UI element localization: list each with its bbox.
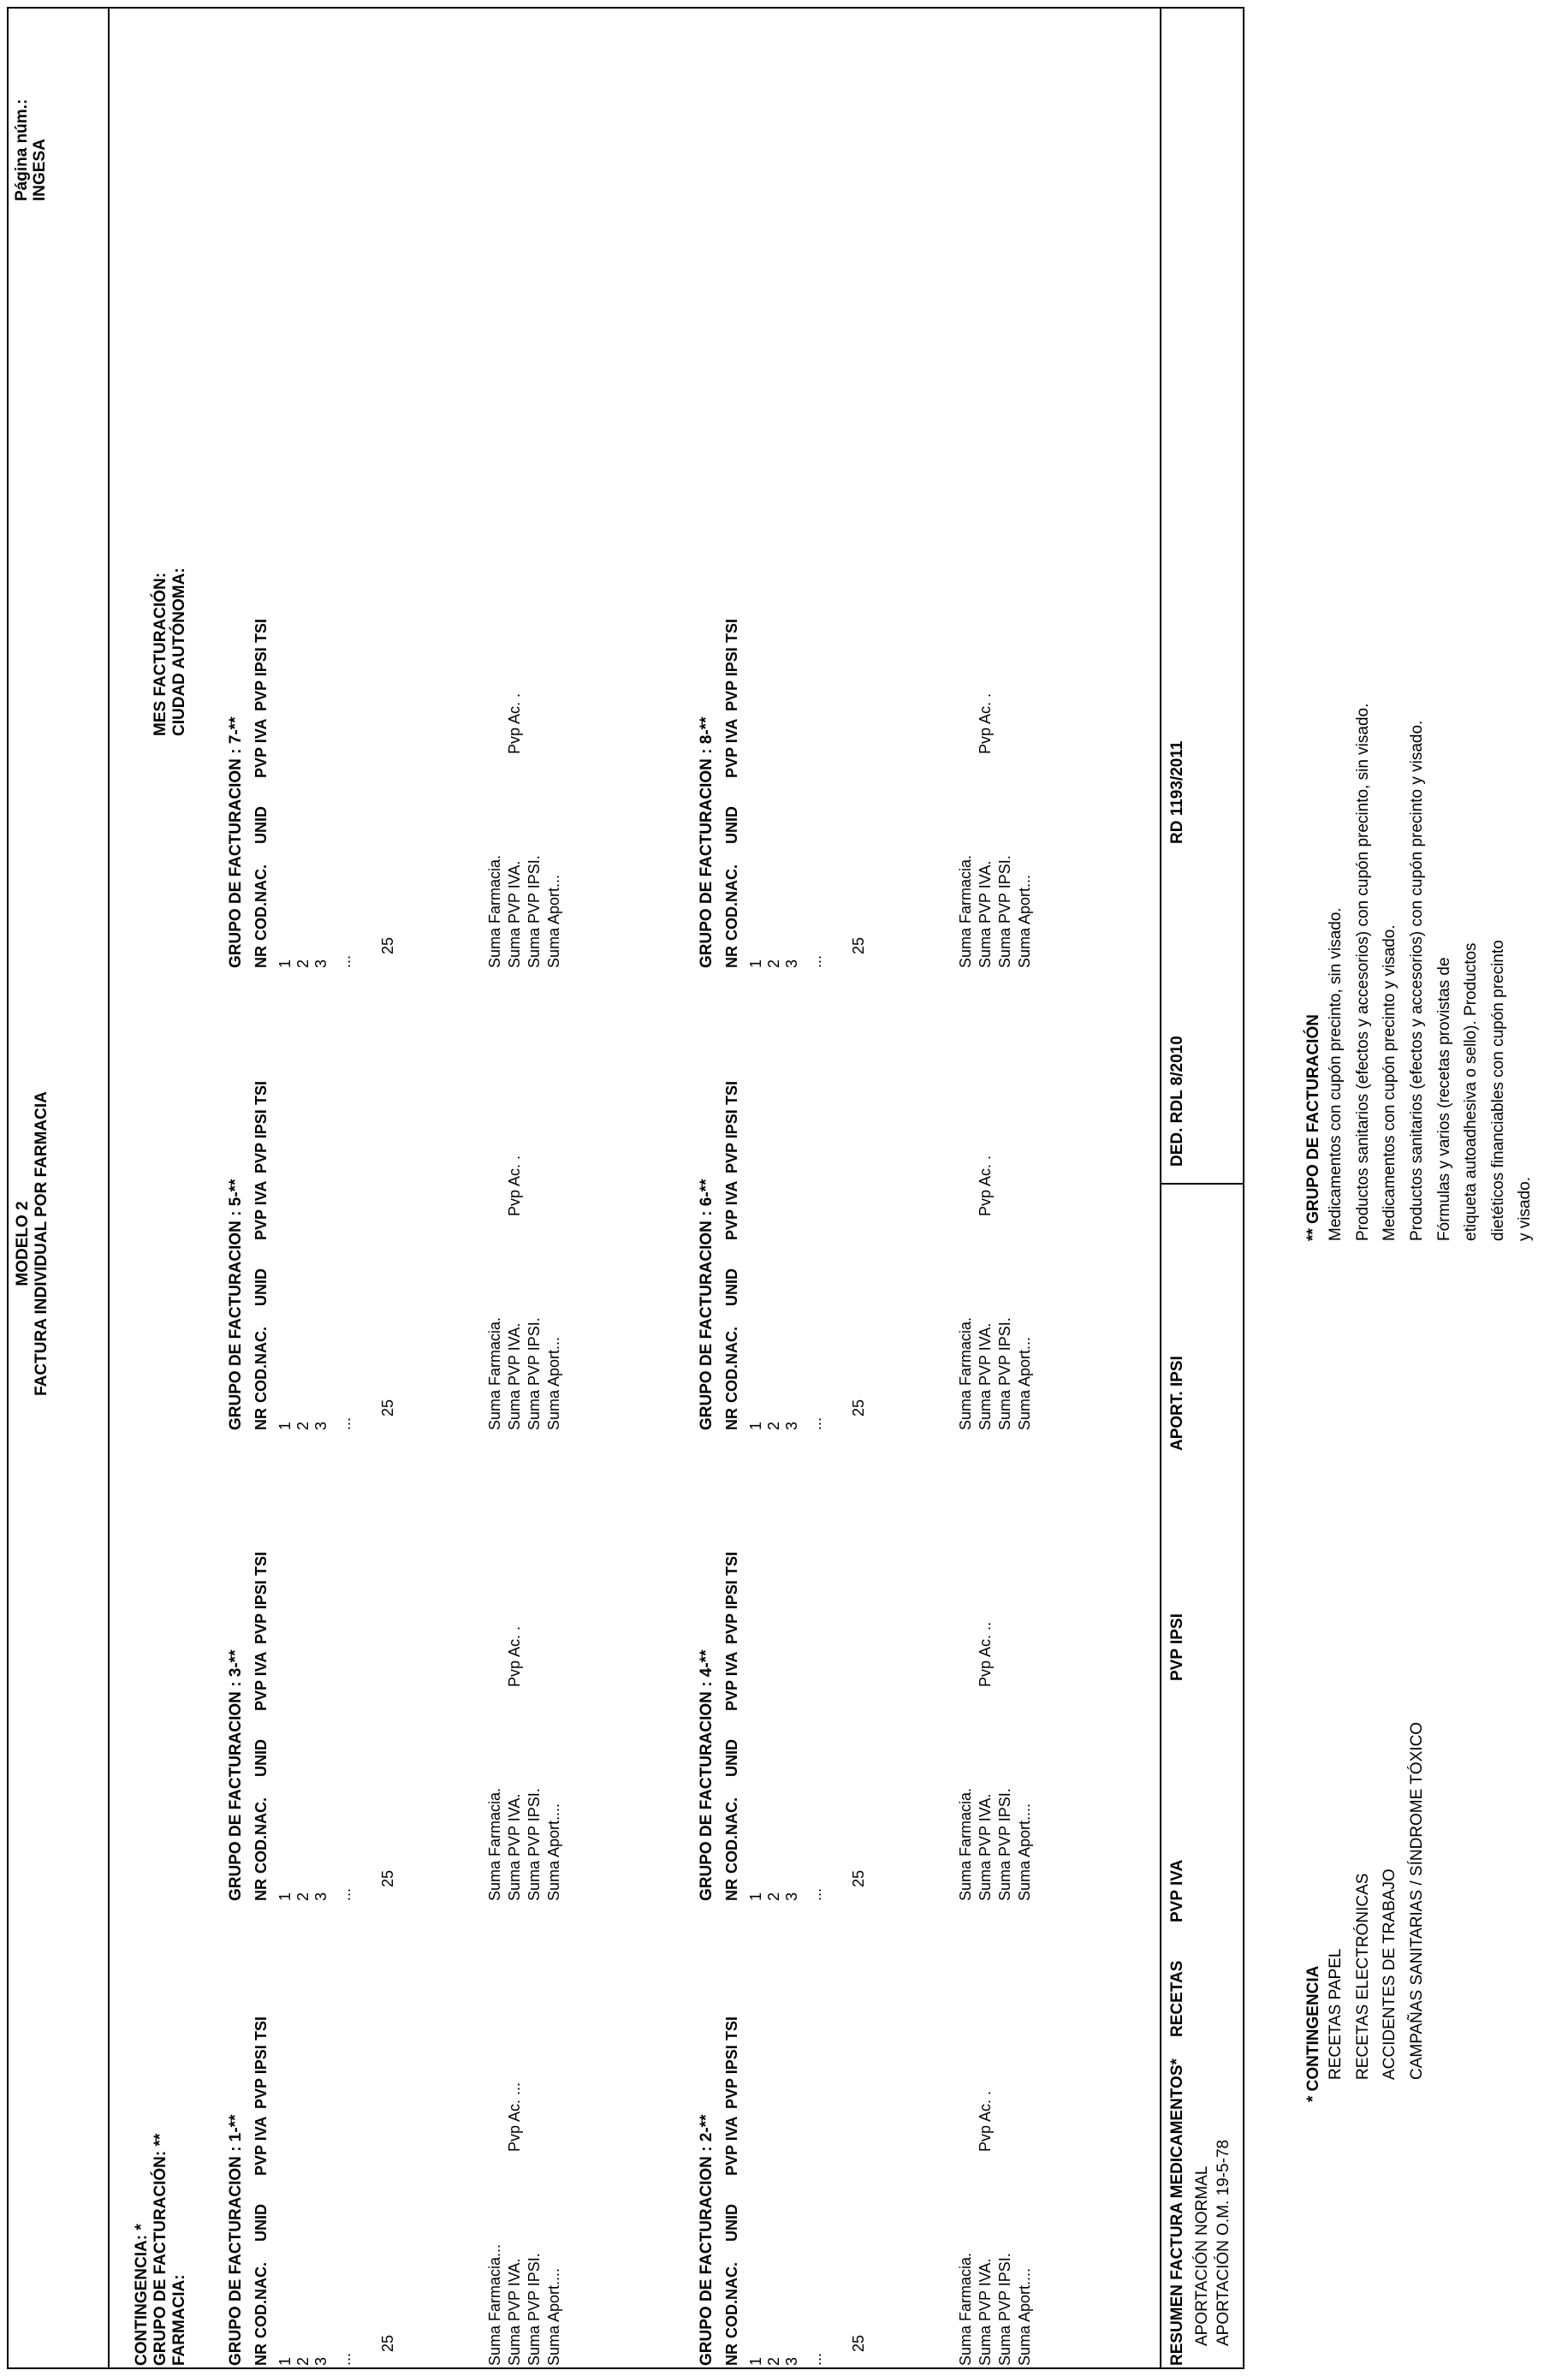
legend-contingencia-item: RECETAS ELECTRÓNICAS — [1354, 1873, 1372, 2080]
pvp-ac-label: Pvp Ac. .. — [977, 1621, 994, 1687]
resumen-col-pvp-ipsi: PVP IPSI — [1168, 1613, 1186, 1681]
column-header: NR — [723, 946, 740, 968]
row-number: ... — [336, 1417, 353, 1430]
sum-label: Suma PVP IVA. — [506, 860, 523, 968]
row-number: 3 — [312, 1892, 330, 1901]
row-number: 2 — [294, 959, 312, 968]
resumen-row-aportacion-normal: APORTACIÓN NORMAL — [1193, 2165, 1211, 2346]
sum-label: Suma Farmacia. — [957, 1787, 974, 1901]
row-number: 2 — [765, 2356, 782, 2366]
sum-label: Suma PVP IVA. — [506, 1322, 523, 1430]
column-header: PVP IPSI — [252, 647, 270, 711]
sum-label: Suma PVP IVA. — [506, 1793, 523, 1901]
column-header: COD.NAC. — [252, 2262, 270, 2338]
page-number-label: Página núm.: — [13, 98, 31, 201]
column-header: UNID — [252, 1268, 270, 1306]
row-number: 25 — [850, 1869, 867, 1887]
sum-label: Suma PVP IPSI. — [996, 1788, 1013, 1901]
row-number: ... — [807, 954, 824, 968]
legend-contingencia-item: ACCIDENTES DE TRABAJO — [1381, 1868, 1399, 2080]
pvp-ac-label: Pvp Ac. . — [506, 1155, 523, 1216]
row-number: 25 — [379, 936, 396, 954]
resumen-col-pvp-iva: PVP IVA — [1168, 1859, 1186, 1922]
sum-label: Suma PVP IVA. — [506, 2258, 523, 2366]
sum-label: Suma Farmacia. — [957, 854, 974, 968]
column-header: TSI — [723, 2016, 740, 2040]
legend-grupo-item: Productos sanitarios (efectos y accesorios) con cupón precinto, sin visado. — [1354, 703, 1372, 1241]
row-number: ... — [807, 2352, 824, 2366]
group-title: GRUPO DE FACTURACION : 8-** — [698, 716, 716, 968]
document-title: FACTURA INDIVIDUAL POR FARMACIA — [33, 1091, 50, 1396]
pvp-ac-label: Pvp Ac. ... — [506, 2082, 523, 2152]
column-header: PVP IPSI — [723, 647, 740, 711]
column-header: UNID — [723, 1739, 740, 1777]
group-title: GRUPO DE FACTURACION : 5-** — [227, 1179, 245, 1430]
column-header: UNID — [723, 1268, 740, 1306]
group-title: GRUPO DE FACTURACION : 1-** — [227, 2114, 245, 2366]
column-header: UNID — [252, 806, 270, 844]
row-number: 1 — [747, 1892, 764, 1901]
column-header: COD.NAC. — [723, 1797, 740, 1874]
pvp-ac-label: Pvp Ac. . — [977, 1155, 994, 1216]
resumen-col-aport-ipsi: APORT. IPSI — [1168, 1356, 1186, 1451]
contingencia-label: CONTINGENCIA: * — [133, 2224, 151, 2366]
sum-label: Suma Aport... — [545, 874, 562, 968]
sum-label: Suma PVP IPSI. — [526, 1317, 543, 1430]
farmacia-label: FARMACIA: — [170, 2274, 188, 2366]
column-header: UNID — [252, 2204, 270, 2242]
group-table — [698, 908, 1177, 1430]
group-title: GRUPO DE FACTURACION : 2-** — [698, 2114, 716, 2366]
column-header: PVP IVA — [723, 1651, 740, 1711]
group-title: GRUPO DE FACTURACION : 6-** — [698, 1179, 716, 1430]
pvp-ac-label: Pvp Ac. . — [506, 692, 523, 754]
column-header: PVP IPSI — [723, 2045, 740, 2109]
column-header: TSI — [723, 1551, 740, 1576]
sum-label: Suma Aport... — [1016, 874, 1033, 968]
column-header: TSI — [252, 618, 270, 643]
column-header: TSI — [723, 618, 740, 643]
row-number: 2 — [294, 2356, 312, 2366]
legend-contingencia-item: RECETAS PAPEL — [1327, 1948, 1345, 2080]
row-number: 1 — [747, 959, 764, 968]
sum-label: Suma Farmacia. — [486, 1316, 503, 1430]
column-header: UNID — [252, 1739, 270, 1777]
ciudad-autonoma-label: CIUDAD AUTÓNOMA: — [170, 567, 188, 736]
column-header: PVP IVA — [723, 1180, 740, 1240]
column-header: NR — [723, 2343, 740, 2366]
row-number: 3 — [783, 2356, 800, 2366]
column-header: TSI — [252, 1080, 270, 1105]
row-number: 3 — [312, 1421, 330, 1430]
row-number: ... — [807, 1417, 824, 1430]
column-header: NR — [252, 1879, 270, 1901]
sum-label: Suma PVP IVA. — [977, 1793, 994, 1901]
column-header: PVP IVA — [252, 718, 270, 778]
row-number: 25 — [850, 1399, 867, 1417]
row-number: 25 — [850, 2334, 867, 2352]
column-header: PVP IVA — [723, 2116, 740, 2176]
legend-grupo-item: dietéticos financiables con cupón precinto — [1489, 940, 1507, 1241]
sum-label: Suma Aport.... — [1016, 2267, 1033, 2366]
legend-contingencia-title: * CONTINGENCIA — [1304, 1965, 1322, 2102]
column-header: NR — [723, 1879, 740, 1901]
row-number: 3 — [783, 1892, 800, 1901]
column-header: PVP IVA — [252, 1180, 270, 1240]
column-header: PVP IPSI — [723, 1580, 740, 1644]
legend-grupo-title: ** GRUPO DE FACTURACIÓN — [1304, 1014, 1322, 1241]
group-table — [227, 1844, 706, 2366]
column-header: COD.NAC. — [723, 1327, 740, 1403]
sum-label: Suma PVP IPSI. — [526, 855, 543, 968]
column-header: PVP IVA — [723, 718, 740, 778]
column-header: PVP IPSI — [252, 1109, 270, 1173]
column-header: COD.NAC. — [723, 864, 740, 941]
row-number: 2 — [294, 1892, 312, 1901]
column-header: PVP IVA — [252, 2116, 270, 2176]
resumen-title: RESUMEN FACTURA MEDICAMENTOS* — [1168, 2058, 1186, 2366]
column-header: UNID — [723, 2204, 740, 2242]
row-number: 3 — [312, 2356, 330, 2366]
sum-label: Suma Aport.... — [545, 2267, 562, 2366]
group-table — [698, 1844, 1177, 2366]
column-header: NR — [252, 2343, 270, 2366]
group-table — [227, 1379, 706, 1901]
sum-label: Suma PVP IPSI. — [996, 855, 1013, 968]
resumen-col-recetas: RECETAS — [1168, 1960, 1186, 2037]
resumen-col-ded-rdl: DED. RDL 8/2010 — [1168, 1036, 1186, 1167]
pvp-ac-label: Pvp Ac. . — [506, 1625, 523, 1687]
column-header: NR — [723, 1408, 740, 1430]
column-header: COD.NAC. — [723, 2262, 740, 2338]
resumen-col-rd: RD 1193/2011 — [1168, 740, 1186, 844]
row-number: 1 — [747, 2356, 764, 2366]
legend-grupo-item: y visado. — [1516, 1177, 1534, 1241]
column-header: NR — [252, 946, 270, 968]
row-number: ... — [336, 954, 353, 968]
column-header: TSI — [252, 2016, 270, 2040]
row-number: 3 — [783, 959, 800, 968]
grupo-label: GRUPO DE FACTURACIÓN: ** — [151, 2133, 169, 2366]
row-number: 25 — [850, 936, 867, 954]
mes-facturacion-label: MES FACTURACIÓN: — [151, 572, 169, 736]
column-header: COD.NAC. — [252, 1327, 270, 1403]
sum-label: Suma Aport... — [1016, 1336, 1033, 1430]
legend-grupo-item: Medicamentos con cupón precinto y visado. — [1381, 924, 1399, 1241]
row-number: ... — [336, 2352, 353, 2366]
row-number: 2 — [765, 959, 782, 968]
column-header: PVP IPSI — [252, 1580, 270, 1644]
row-number: 2 — [294, 1421, 312, 1430]
sum-label: Suma Farmacia. — [957, 2252, 974, 2366]
sum-label: Suma Farmacia. — [486, 1787, 503, 1901]
row-number: 2 — [765, 1892, 782, 1901]
row-number: ... — [807, 1887, 824, 1901]
row-number: 3 — [312, 959, 330, 968]
legend-grupo-item: Productos sanitarios (efectos y accesorios) con cupón precinto y visado. — [1408, 720, 1426, 1241]
group-table — [227, 908, 706, 1430]
sum-label: Suma PVP IPSI. — [996, 1317, 1013, 1430]
legend-grupo-item: Medicamentos con cupón precinto, sin visado. — [1327, 907, 1345, 1241]
row-number: 1 — [276, 1892, 294, 1901]
group-table — [698, 1379, 1177, 1901]
row-number: 25 — [379, 2334, 396, 2352]
column-header: UNID — [723, 806, 740, 844]
column-header: NR — [252, 1408, 270, 1430]
sum-label: Suma Farmacia. — [486, 854, 503, 968]
org-label: INGESA — [31, 139, 49, 201]
group-title: GRUPO DE FACTURACION : 7-** — [227, 716, 245, 968]
group-title: GRUPO DE FACTURACION : 4-** — [698, 1649, 716, 1901]
sum-label: Suma Aport.... — [1016, 1803, 1033, 1901]
row-number: 2 — [765, 1421, 782, 1430]
sum-label: Suma PVP IVA. — [977, 2258, 994, 2366]
row-number: 25 — [379, 1399, 396, 1417]
header-divider — [108, 7, 110, 2369]
group-title: GRUPO DE FACTURACION : 3-** — [227, 1649, 245, 1901]
column-header: PVP IPSI — [723, 1109, 740, 1173]
row-number: 25 — [379, 1869, 396, 1887]
legend-grupo-item: etiqueta autoadhesiva o sello). Productos — [1462, 942, 1480, 1241]
column-header: TSI — [252, 1551, 270, 1576]
legend-contingencia-item: CAMPAÑAS SANITARIAS / SÍNDROME TÓXICO — [1408, 1721, 1426, 2080]
pvp-ac-label: Pvp Ac. . — [977, 2090, 994, 2152]
row-number: 1 — [747, 1421, 764, 1430]
sum-label: Suma PVP IVA. — [977, 860, 994, 968]
sum-label: Suma Aport... — [545, 1336, 562, 1430]
sum-label: Suma PVP IPSI. — [526, 2253, 543, 2366]
sum-label: Suma Farmacia... — [486, 2243, 503, 2366]
sum-label: Suma PVP IPSI. — [996, 2253, 1013, 2366]
row-number: 1 — [276, 1421, 294, 1430]
legend-grupo-item: Fórmulas y varios (recetas provistas de — [1435, 957, 1453, 1241]
resumen-row-aportacion-om: APORTACIÓN O.M. 19-5-78 — [1215, 2139, 1232, 2346]
sum-label: Suma PVP IPSI. — [526, 1788, 543, 1901]
column-header: PVP IPSI — [252, 2045, 270, 2109]
column-header: TSI — [723, 1080, 740, 1105]
group-table — [698, 446, 1177, 968]
sum-label: Suma Aport.... — [545, 1803, 562, 1901]
row-number: ... — [336, 1887, 353, 1901]
row-number: 3 — [783, 1421, 800, 1430]
group-table — [227, 446, 706, 968]
sum-label: Suma PVP IVA. — [977, 1322, 994, 1430]
row-number: 1 — [276, 2356, 294, 2366]
column-header: PVP IVA — [252, 1651, 270, 1711]
pvp-ac-label: Pvp Ac. . — [977, 692, 994, 754]
modelo-label: MODELO 2 — [14, 1201, 32, 1286]
column-header: COD.NAC. — [252, 1797, 270, 1874]
column-header: COD.NAC. — [252, 864, 270, 941]
row-number: 1 — [276, 959, 294, 968]
sum-label: Suma Farmacia. — [957, 1316, 974, 1430]
